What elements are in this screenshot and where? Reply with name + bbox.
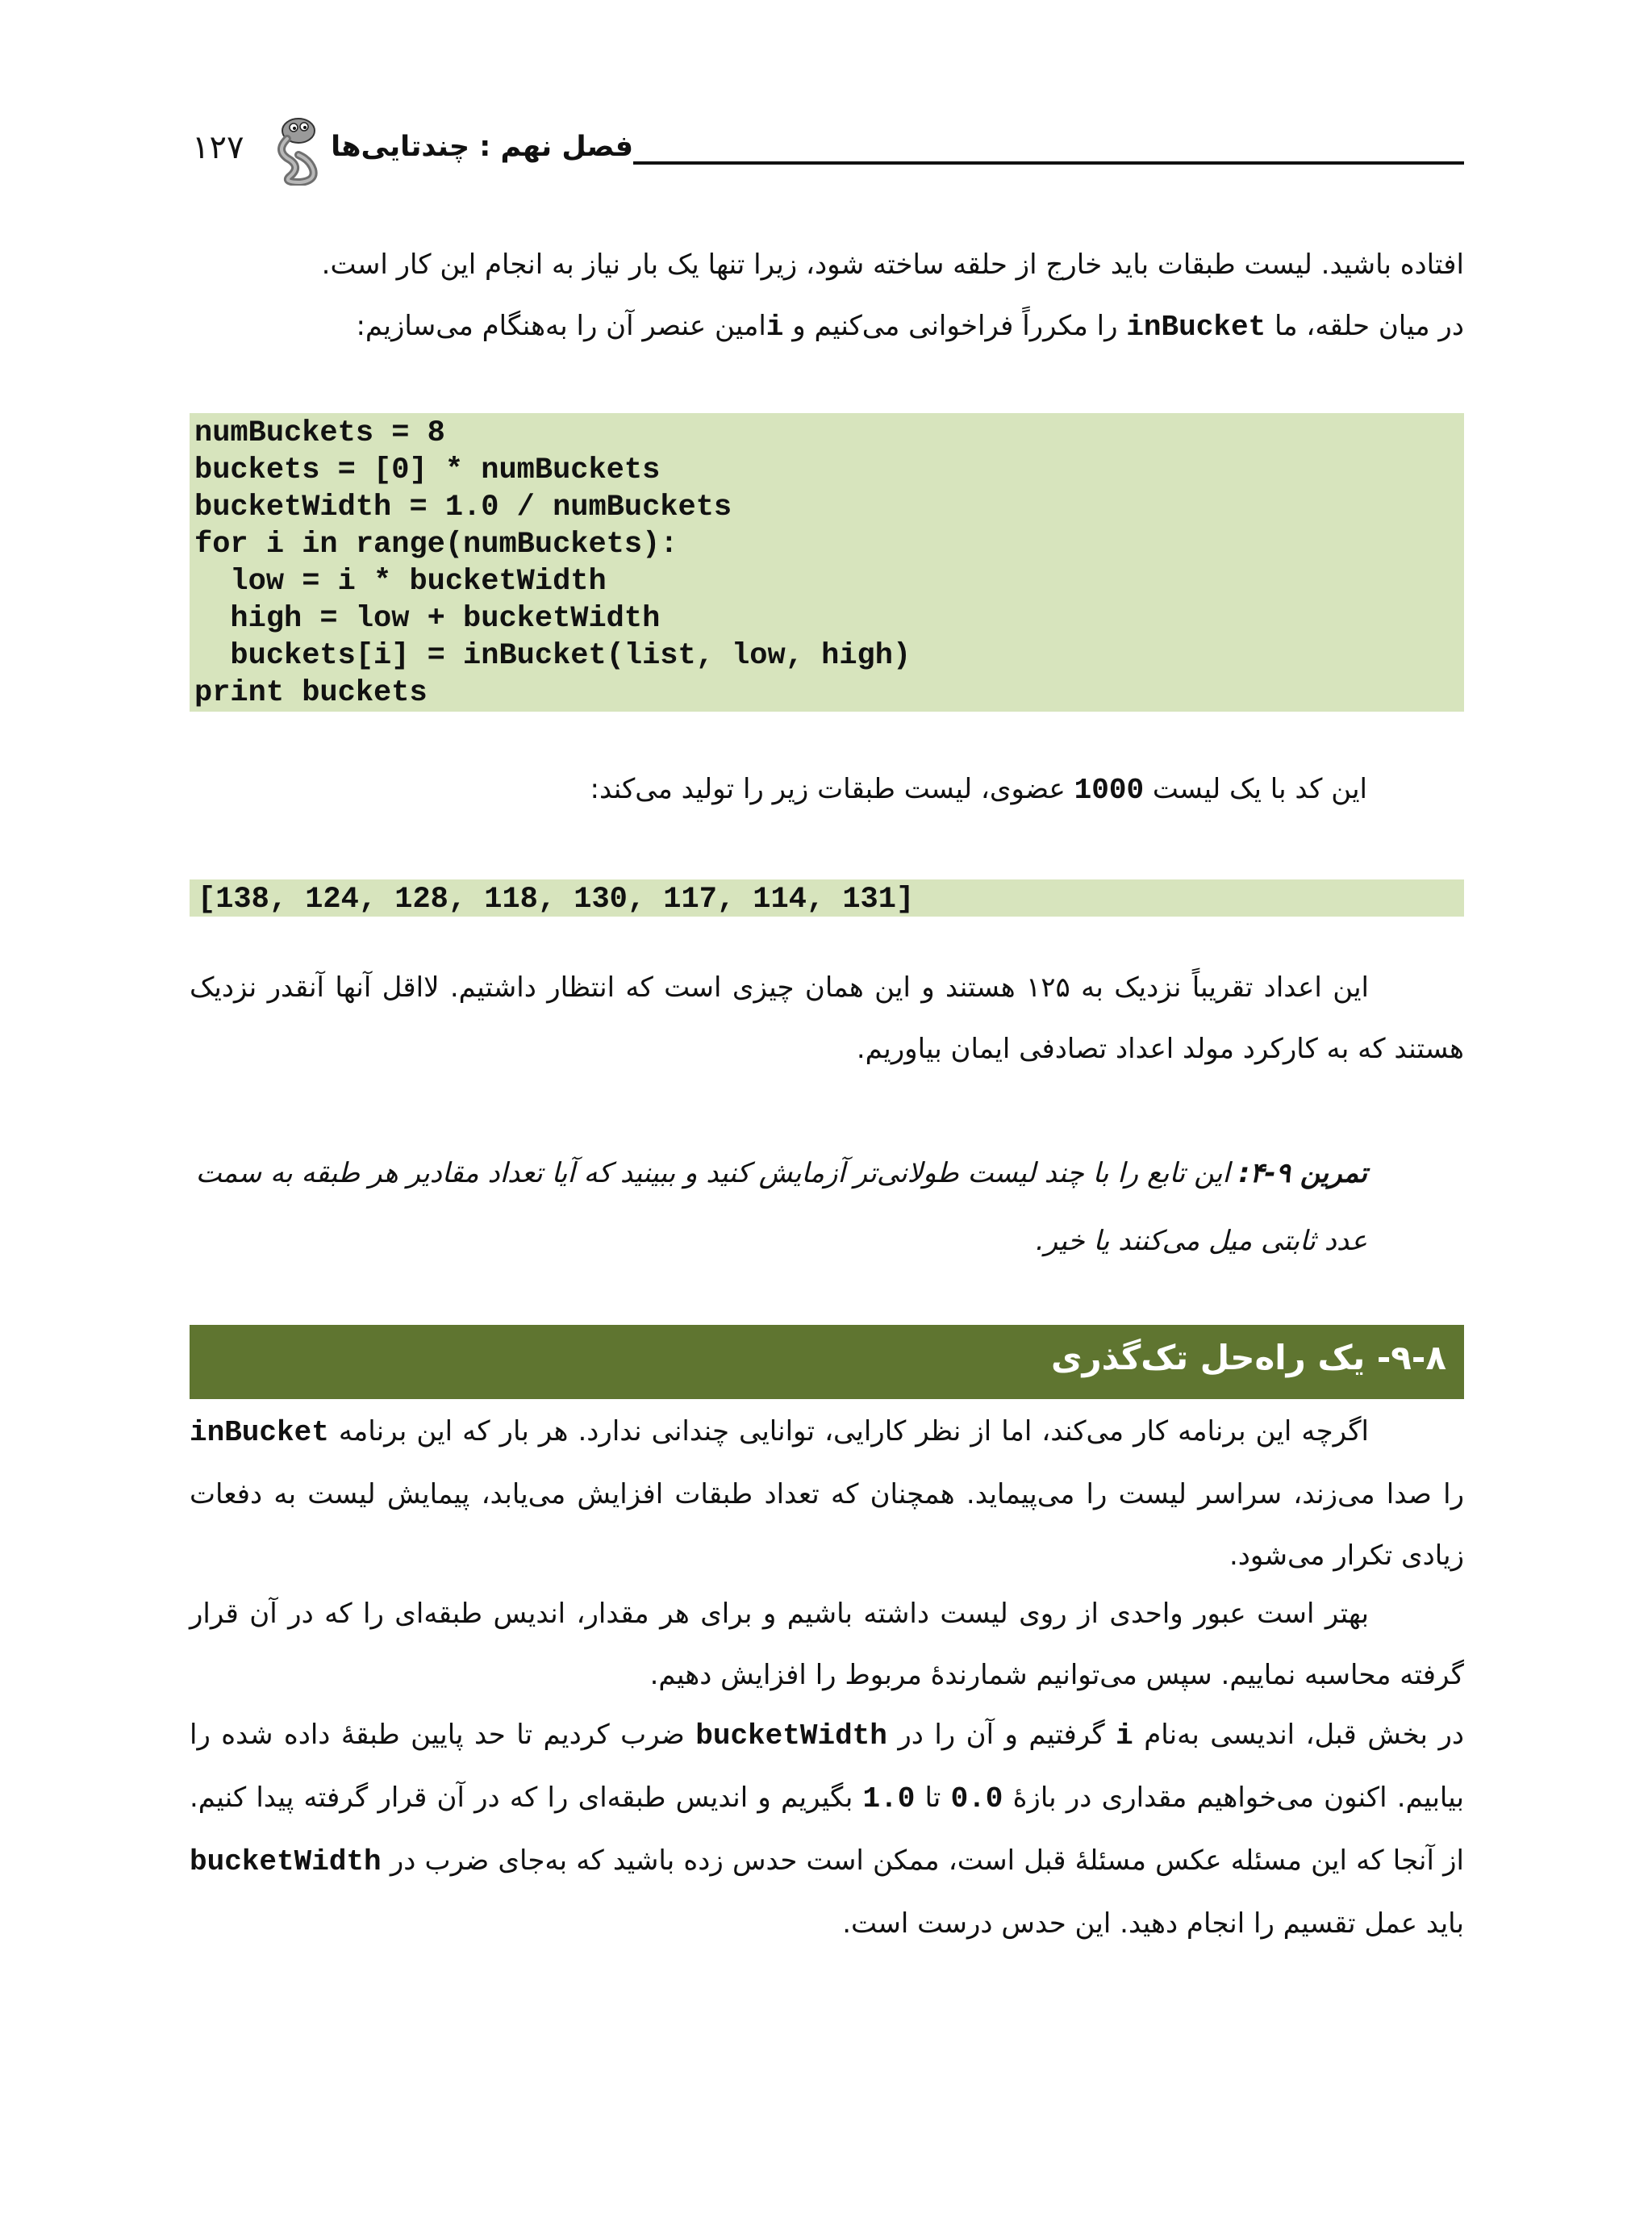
code-line: print buckets	[194, 676, 428, 710]
text-run: باید عمل تقسیم را انجام دهید. این حدس درست است.	[842, 1907, 1464, 1940]
paragraph-intro	[190, 234, 1464, 358]
paragraph-intro-line2	[190, 295, 1464, 358]
paragraph-single-pass: بهتر است عبور واحدی از روی لیست داشته باشیم و برای هر مقدار، اندیس طبقه‌ای را که در آن قرار گرفته محاسبه نماییم. سپس می‌توانیم شمارندهٔ مربوط را افزایش دهیم.	[190, 1598, 1464, 1691]
text-run: بگیریم و اندیس طبقه‌ای را که در آن قرار گرفته پیدا کنیم. از آنجا که این مسئله عکس مسئلهٔ قبل است، ممکن است حدس زده باشید که به‌جای ضرب در	[190, 1782, 1464, 1877]
paragraph-result: این اعداد تقریباً نزدیک به ۱۲۵ هستند و این همان چیزی است که انتظار داشتیم. لااقل آنها آنقدر نزدیک هستند که به کارکرد مولد اعداد تصادفی ایمان بیاوریم.	[190, 971, 1464, 1065]
exercise-text: این تابع را با چند لیست طولانی‌تر آزمایش کنید و ببینید که آیا تعداد مقادیر هر طبقه به سمت عدد ثابتی میل می‌کنند یا خیر.	[195, 1157, 1367, 1257]
section-heading-bar	[190, 1325, 1464, 1399]
text-run: را صدا می‌زند، سراسر لیست را می‌پیماید. همچنان که تعداد طبقات افزایش می‌یابد، پیمایش لیست به دفعات زیادی تکرار می‌شود.	[190, 1478, 1464, 1572]
inline-code: i	[766, 311, 784, 344]
paragraph-index-calc	[190, 1704, 1464, 1954]
code-block	[190, 413, 1464, 712]
code-line: high = low + bucketWidth	[194, 602, 661, 636]
inline-code: inBucket	[1126, 311, 1266, 344]
exercise-label: تمرین ۹-۴:	[1238, 1157, 1367, 1189]
inline-code: 1000	[1074, 774, 1145, 807]
output-line: [138, 124, 128, 118, 130, 117, 114, 131]	[198, 883, 915, 917]
snake-mascot-icon	[266, 113, 327, 186]
inline-code: bucketWidth	[190, 1845, 382, 1878]
inline-code: 1.0	[862, 1782, 916, 1815]
section-title: ۹-۸- یک راه‌حل تک‌گذری	[1050, 1338, 1446, 1377]
text-run: در میان حلقه، ما	[1266, 310, 1464, 342]
code-line: bucketWidth = 1.0 / numBuckets	[194, 491, 732, 524]
page-number: ۱۲۷	[192, 129, 244, 166]
chapter-title: فصل نهم : چندتایی‌ها	[331, 131, 633, 163]
code-line: buckets = [0] * numBuckets	[194, 453, 661, 487]
paragraph-efficiency	[190, 1401, 1464, 1586]
inline-code: i	[1116, 1719, 1133, 1752]
text-run: این کد با یک لیست	[1144, 773, 1367, 805]
code-line: low = i * bucketWidth	[194, 565, 607, 599]
code-line: buckets[i] = inBucket(list, low, high)	[194, 639, 912, 673]
header-rule	[633, 161, 1464, 165]
code-line: for i in range(numBuckets):	[194, 528, 678, 562]
inline-code: inBucket	[190, 1416, 329, 1449]
text-run: عضوی، لیست طبقات زیر را تولید می‌کند:	[590, 773, 1074, 805]
text-run: را مکرراً فراخوانی می‌کنیم و	[783, 310, 1127, 342]
text-run: در بخش قبل، اندیسی به‌نام	[1133, 1719, 1465, 1751]
text-run: ضرب کردیم تا حد پایین طبقهٔ داده شده را بیابیم. اکنون می‌خواهیم مقداری در بازهٔ	[190, 1719, 1465, 1814]
text-run: گرفتیم و آن را در	[886, 1719, 1116, 1751]
output-block	[190, 879, 1464, 917]
text-run: امین عنصر آن را به‌هنگام می‌سازیم:	[356, 310, 766, 342]
inline-code: bucketWidth	[695, 1719, 887, 1752]
inline-code: 0.0	[950, 1782, 1003, 1815]
exercise-box	[190, 1139, 1367, 1275]
paragraph-intro-line1: افتاده باشید. لیست طبقات باید خارج از حلقه ساخته شود، زیرا تنها یک بار نیاز به انجام این کار است.	[321, 249, 1464, 281]
text-run: تا	[915, 1782, 951, 1814]
paragraph-output-intro	[190, 758, 1367, 821]
text-run: اگرچه این برنامه کار می‌کند، اما از نظر کارایی، توانایی چندانی ندارد. هر بار که این برنامه	[328, 1415, 1369, 1448]
code-line: numBuckets = 8	[194, 416, 445, 450]
